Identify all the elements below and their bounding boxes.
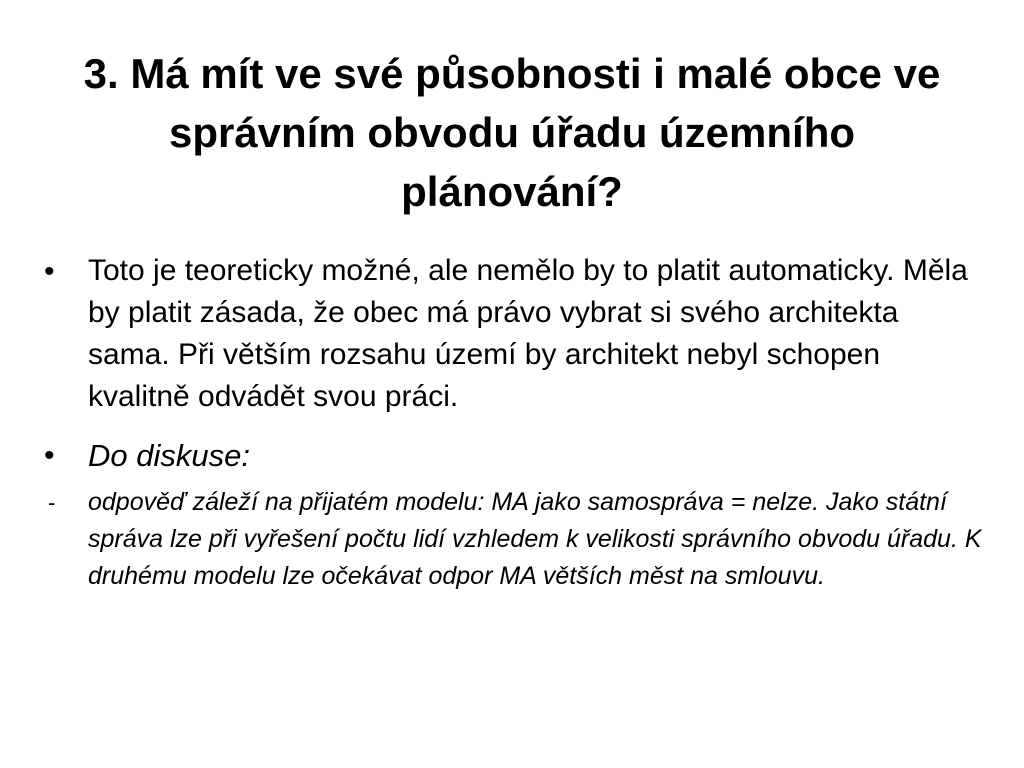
bullet-text: Do diskuse: <box>88 438 250 473</box>
bullet-item <box>44 250 984 418</box>
slide-body <box>44 250 984 595</box>
bullet-text: Toto je teoreticky možné, ale nemělo by to platit automaticky. Měla by platit zásada, že obec má právo vybrat si svého architekta sama. Při větším rozsahu území by architekt nebyl schopen kvalitně odvádět svou práci. <box>88 254 968 413</box>
bullet-marker: • <box>44 255 55 288</box>
bullet-item <box>44 434 984 478</box>
dash-marker: - <box>48 490 56 515</box>
slide-title: 3. Má mít ve své působnosti i malé obce ve správním obvodu úřadu územního plánování? <box>83 50 941 215</box>
sub-item <box>44 484 984 595</box>
bullet-marker: • <box>44 439 55 472</box>
sub-item-text: odpověď záleží na přijatém modelu: MA jako samospráva = nelze. Jako státní správa lze při vyřešení počtu lidí vzhledem k velikosti správního obvodu úřadu. K druhému modelu lze očekávat odpor MA větších měst na smlouvu. <box>88 488 982 590</box>
